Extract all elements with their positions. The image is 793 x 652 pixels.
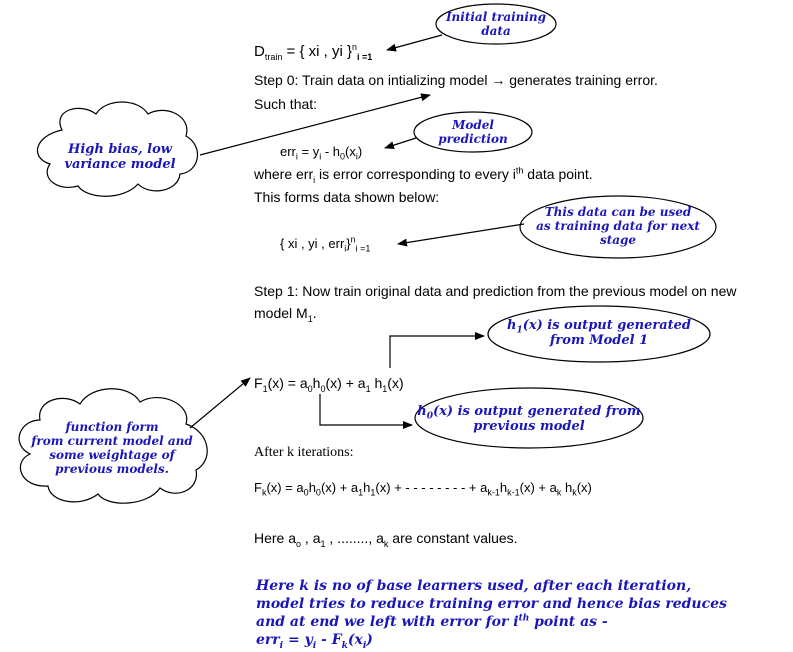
dtrain-formula: $D_{train}$ = { xi , yi }$^n_{i =1}$ [254, 42, 373, 62]
bubble-initial-training-label: Initial training data [445, 10, 547, 38]
arrow-to-h0-bubble [320, 394, 412, 425]
bubble-this-data-label: This data can be used as training data for next stage [536, 205, 700, 247]
such-that-text: Such that: [254, 96, 318, 112]
arrow-to-dtrain [387, 35, 442, 50]
arrow-to-err [385, 138, 416, 148]
fk-formula: $F_k(x) = a_0h_0(x) + a_1h_1(x)$ + - - - - - - - - + $a_{k-1}h_{k-1}(x) + a_k$ $h_k(x)$ [254, 480, 592, 498]
bubble-model-prediction-label: Model prediction [438, 118, 508, 146]
bottom-note-line-3: and at end we left with error for $i^{th}$ point as - [256, 613, 608, 630]
step-1-model-text: model $M_1$. [254, 305, 317, 324]
error-formula: $err_i = y_i - h_0(x_i)$ [280, 144, 363, 162]
bottom-note-line-1: Here k is no of base learners used, after each iteration, [256, 578, 692, 594]
constants-text: Here $a_o$ , $a_1$ , ........, $a_k$ are constant values. [254, 530, 518, 549]
cloud-high-bias-label: High bias, low variance model [64, 142, 176, 172]
bubble-h0-label: $h_0(x)$ is output generated from previous model [417, 404, 641, 434]
tuple-formula: { xi , yi , err$_i$}$^n_{i =1}$ [280, 234, 371, 254]
cloud-function-form-label: function form from current model and some weightage of previous models. [31, 420, 193, 476]
arrow-to-h1-bubble [390, 336, 484, 368]
bottom-note-line-2: model tries to reduce training error and hence bias reduces [256, 596, 727, 612]
bubble-h1-label: $h_1(x)$ is output generated from Model 1 [506, 318, 691, 348]
step-1-text: Step 1: Now train original data and prediction from the previous model on new [254, 283, 737, 299]
after-k-text: After k iterations: [254, 445, 354, 460]
step-0-text: Step 0: Train data on intializing model → generates training error. [254, 72, 658, 88]
where-text: where err$_i$ is error corresponding to every $i^{th}$ data point. [254, 165, 593, 185]
bottom-note-line-4: $err_i = y_i - F_k(x_i)$ [256, 632, 373, 651]
f1-formula: $F_1(x) = a_0h_0(x) + a_1$ $h_1(x)$ [254, 375, 404, 394]
forms-text: This forms data shown below: [254, 189, 440, 205]
arrow-to-tuple [398, 224, 524, 244]
